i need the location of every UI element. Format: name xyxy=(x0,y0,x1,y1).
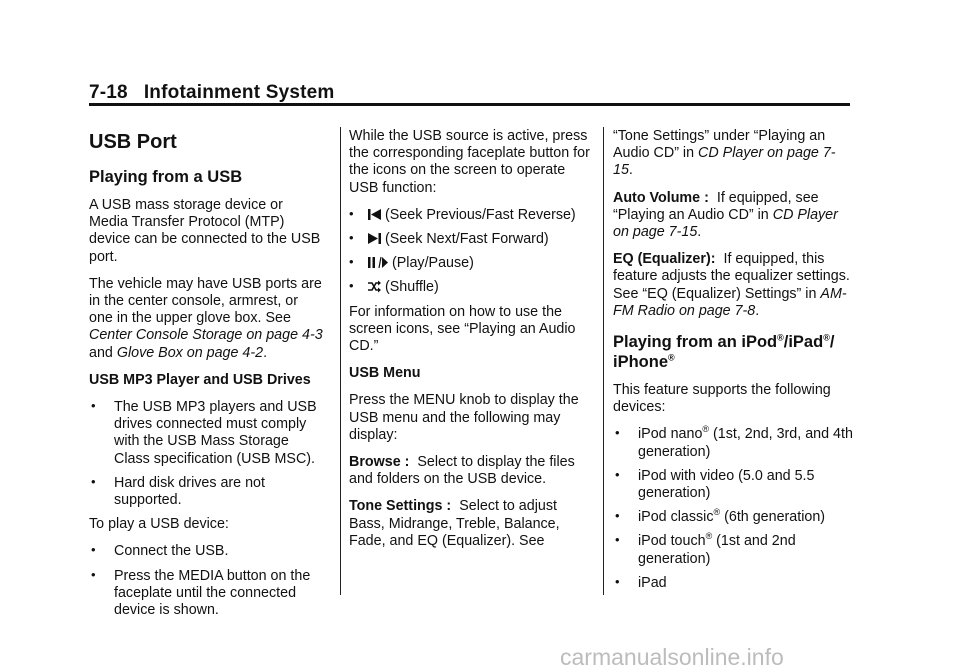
list-item: • (Seek Previous/Fast Reverse) xyxy=(349,207,593,224)
seek-previous-icon xyxy=(367,208,382,221)
definition: EQ (Equalizer): If equipped, this feature adjusts the equalizer settings. See “EQ (Equalizer) Settings” in AM-FM Radio on page 7-8. xyxy=(613,251,850,319)
list-item: • iPod classic® (6th generation) xyxy=(613,509,853,526)
definition-term: EQ (Equalizer): xyxy=(613,251,716,268)
page-header xyxy=(89,82,335,104)
list-item: • iPad xyxy=(613,575,853,592)
page-number: 7-18 xyxy=(89,82,128,103)
cross-reference: Center Console Storage on page 4-3 xyxy=(89,327,323,344)
subsection-title: Playing from an iPod®/iPad®/ iPhone® xyxy=(613,332,835,372)
definition-term: Tone Settings : xyxy=(349,498,452,515)
definition: Tone Settings : Select to adjust Bass, Midrange, Treble, Balance, Fade, and EQ (Equalizer). See xyxy=(349,498,560,549)
definition: Browse : Select to display the files and folders on the USB device. xyxy=(349,454,575,488)
paragraph: This feature supports the following devices: xyxy=(613,382,831,416)
watermark: carmanualsonline.info xyxy=(560,644,784,670)
cross-reference: Glove Box on page 4-2 xyxy=(116,344,264,361)
list-item: • Hard disk drives are not supported. xyxy=(89,475,325,509)
list-item: • Press the MEDIA button on the faceplate until the connected device is shown. xyxy=(89,568,325,620)
column-1 xyxy=(89,128,325,626)
paragraph: The vehicle may have USB ports are in the center console, armrest, or one in the upper glove box. See Center Console Storage on page 4-3 and Glove Box on page 4-2. xyxy=(89,275,323,361)
subheading: USB Menu xyxy=(349,365,421,382)
play-pause-icon xyxy=(367,256,389,269)
paragraph: “Tone Settings” under “Playing an Audio CD” in CD Player on page 7-15. xyxy=(613,128,836,179)
list-item: • iPod with video (5.0 and 5.5 generation) xyxy=(613,468,853,502)
cross-reference: CD Player on page 7-15 xyxy=(613,145,836,179)
paragraph: While the USB source is active, press the corresponding faceplate button for the icons on the screen to operate USB function: xyxy=(349,128,590,196)
cross-reference: AM-FM Radio on page 7-8 xyxy=(613,285,847,319)
paragraph: For information on how to use the screen icons, see “Playing an Audio CD.” xyxy=(349,303,576,355)
column-3 xyxy=(613,128,853,599)
list-item: • Connect the USB. xyxy=(89,543,325,560)
definition: Auto Volume : If equipped, see “Playing an Audio CD” in CD Player on page 7-15. xyxy=(613,189,838,241)
definition-term: Browse : xyxy=(349,454,410,471)
subsection-title: Playing from a USB xyxy=(89,168,243,186)
cross-reference: CD Player on page 7-15 xyxy=(613,206,838,241)
list-item: • (Play/Pause) xyxy=(349,255,593,272)
column-divider xyxy=(340,127,341,595)
list-item: • (Shuffle) xyxy=(349,279,593,296)
paragraph: Press the MENU knob to display the USB menu and the following may display: xyxy=(349,392,579,443)
section-title: USB Port xyxy=(89,131,177,153)
shuffle-icon xyxy=(367,280,382,293)
column-2 xyxy=(349,128,593,560)
list-item: • iPod nano® (1st, 2nd, 3rd, and 4th generation) xyxy=(613,426,853,460)
column-divider xyxy=(603,127,604,595)
seek-next-icon xyxy=(367,232,382,245)
subheading: USB MP3 Player and USB Drives xyxy=(89,371,311,388)
header-rule xyxy=(89,103,850,106)
definition-term: Auto Volume : xyxy=(613,189,709,206)
list-item: • (Seek Next/Fast Forward) xyxy=(349,231,593,248)
chapter-title: Infotainment System xyxy=(143,82,335,103)
paragraph: A USB mass storage device or Media Transfer Protocol (MTP) device can be connected to the USB port. xyxy=(89,197,321,265)
list-item: • iPod touch® (1st and 2nd generation) xyxy=(613,533,853,567)
list-item: • The USB MP3 players and USB drives connected must comply with the USB Mass Storage Class specification (USB MSC). xyxy=(89,399,325,468)
paragraph: To play a USB device: xyxy=(89,516,229,533)
